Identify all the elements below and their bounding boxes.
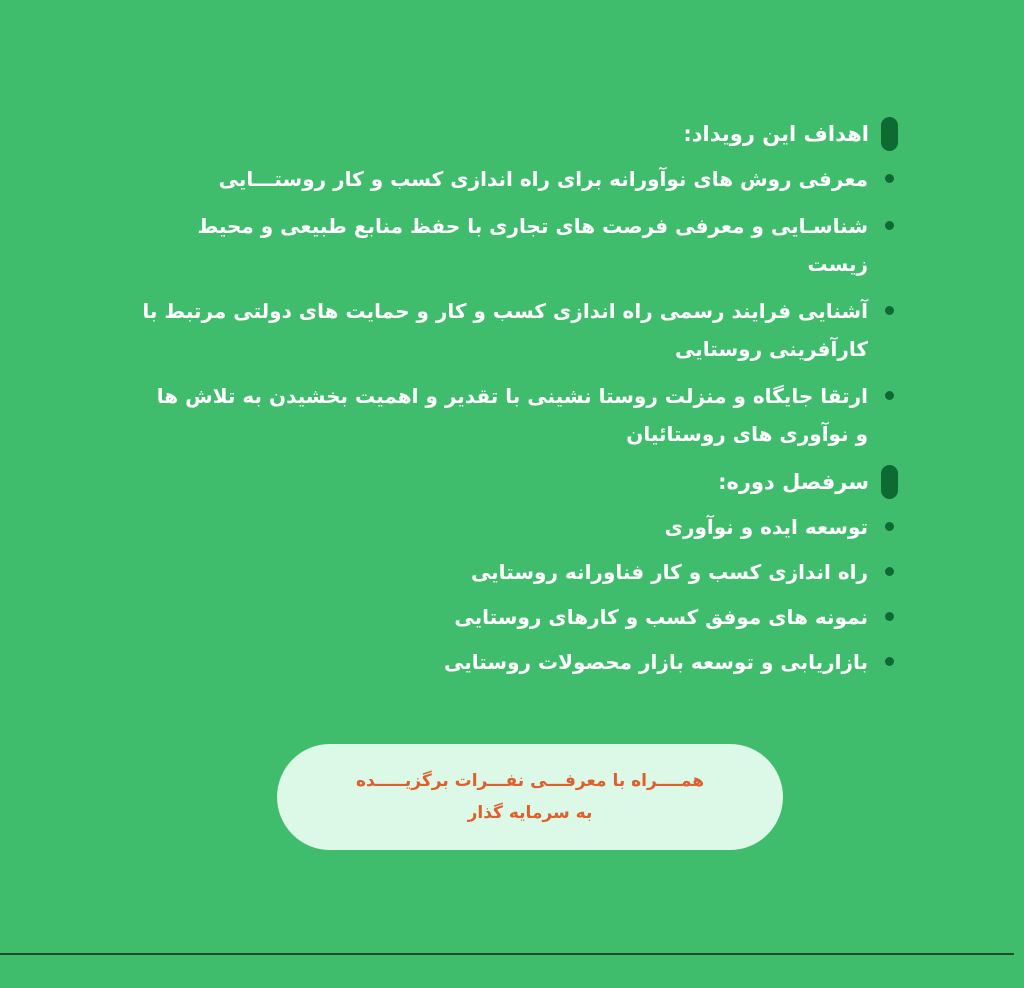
list-item [140,553,898,591]
goal-text: آشنایی فرایند رسمی راه اندازی کسب و کار و حمایت های دولتی مرتبط با کارآفرینی روستایی [142,299,868,361]
goals-list [140,160,898,453]
goals-section [140,114,898,462]
bullet-icon [885,221,894,230]
list-item [140,508,898,546]
topic-text: نمونه های موفق کسب و کارهای روستایی [454,605,868,629]
bullet-icon [885,522,894,531]
list-item [140,160,898,198]
list-item [140,207,898,283]
footer-line-2: به سرمایه گذار [467,803,593,823]
list-item [140,598,898,636]
goal-text: شناسـایی و معرفی فرصت های تجاری با حفظ منابع طبیعی و محیط زیست [197,214,868,276]
goals-title: اهداف این رویداد: [683,122,869,146]
bullet-icon [885,174,894,183]
bottom-divider [0,953,1014,955]
bullet-icon [885,612,894,621]
bullet-icon [885,391,894,400]
bullet-icon [885,657,894,666]
list-item [140,377,898,453]
footer-line-1: همــــراه با معرفـــی نفـــرات برگزیـــــده [356,771,705,791]
heading-marker-icon [881,465,898,499]
goal-text: ارتقا جایگاه و منزلت روستا نشینی با تقدیر و اهمیت بخشیدن به تلاش ها و نوآوری های روستائیان [156,384,868,446]
list-item [140,643,898,681]
heading-marker-icon [881,117,898,151]
goal-text: معرفی روش های نوآورانه برای راه اندازی کسب و کار روستـــایی [218,167,868,191]
bullet-icon [885,306,894,315]
topics-title: سرفصل دوره: [718,470,869,494]
topic-text: توسعه ایده و نوآوری [664,515,868,539]
topics-list [140,508,898,681]
topics-heading [140,462,898,502]
topic-text: بازاریابی و توسعه بازار محصولات روستایی [443,650,868,674]
topic-text: راه اندازی کسب و کار فناورانه روستایی [470,560,868,584]
bullet-icon [885,567,894,576]
goals-heading [140,114,898,154]
footer-banner [277,744,783,850]
topics-section [140,462,898,688]
list-item [140,292,898,368]
